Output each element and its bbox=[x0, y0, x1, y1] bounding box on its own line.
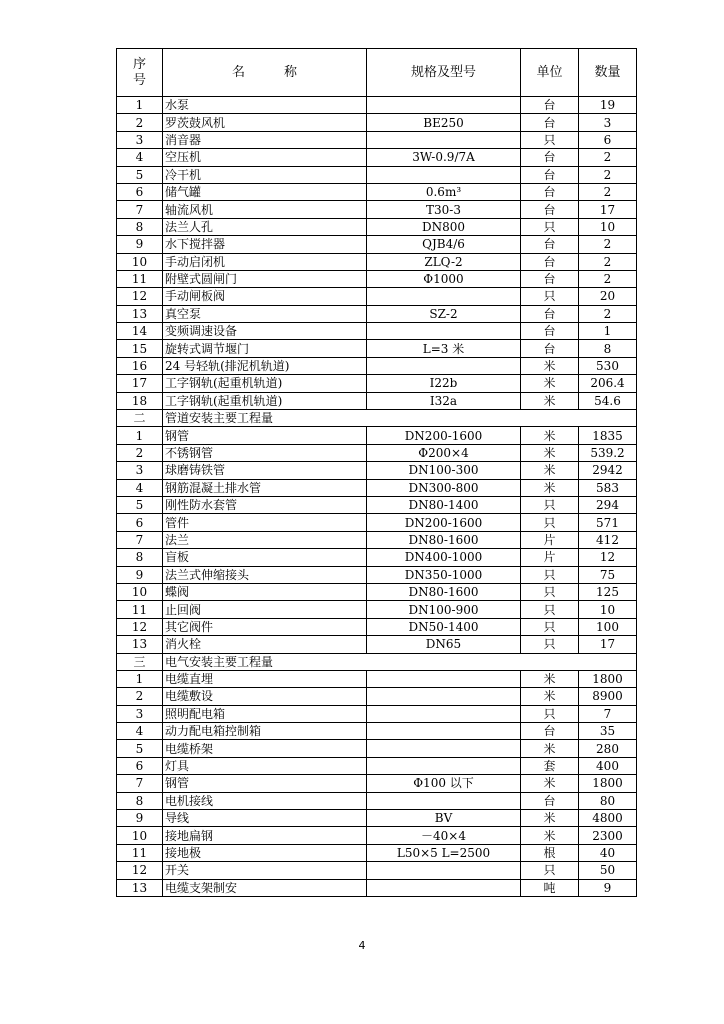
cell-spec bbox=[367, 723, 521, 740]
table-row bbox=[117, 236, 637, 253]
cell-no: 10 bbox=[117, 253, 163, 270]
table-row bbox=[117, 827, 637, 844]
cell-qty: 2 bbox=[579, 253, 637, 270]
cell-unit: 米 bbox=[521, 827, 579, 844]
cell-spec: DN300-800 bbox=[367, 479, 521, 496]
cell-qty: 2 bbox=[579, 270, 637, 287]
cell-spec: QJB4/6 bbox=[367, 236, 521, 253]
cell-no: 12 bbox=[117, 618, 163, 635]
cell-spec: DN80-1600 bbox=[367, 531, 521, 548]
cell-unit: 台 bbox=[521, 270, 579, 287]
cell-unit: 米 bbox=[521, 775, 579, 792]
cell-name: 电机接线 bbox=[163, 792, 367, 809]
cell-no: 10 bbox=[117, 583, 163, 600]
cell-spec: DN800 bbox=[367, 218, 521, 235]
cell-spec: L=3 米 bbox=[367, 340, 521, 357]
equipment-quantity-table bbox=[116, 48, 637, 897]
cell-spec: L50×5 L=2500 bbox=[367, 844, 521, 861]
header-name: 名 称 bbox=[163, 49, 367, 97]
cell-no: 12 bbox=[117, 288, 163, 305]
cell-unit: 只 bbox=[521, 131, 579, 148]
cell-spec: Φ1000 bbox=[367, 270, 521, 287]
table-row bbox=[117, 253, 637, 270]
table-row bbox=[117, 166, 637, 183]
cell-no: 14 bbox=[117, 323, 163, 340]
cell-spec: I22b bbox=[367, 375, 521, 392]
cell-unit: 只 bbox=[521, 566, 579, 583]
cell-name: 钢管 bbox=[163, 775, 367, 792]
table-row bbox=[117, 636, 637, 653]
table-row bbox=[117, 131, 637, 148]
cell-name: 法兰 bbox=[163, 531, 367, 548]
cell-name: 电缆支架制安 bbox=[163, 879, 367, 896]
cell-no: 3 bbox=[117, 462, 163, 479]
cell-unit: 只 bbox=[521, 218, 579, 235]
cell-unit: 吨 bbox=[521, 879, 579, 896]
cell-name: 工字钢轨(起重机轨道) bbox=[163, 392, 367, 409]
section-title: 电气安装主要工程量 bbox=[163, 653, 637, 670]
table-row bbox=[117, 618, 637, 635]
section-number: 三 bbox=[117, 653, 163, 670]
cell-unit: 台 bbox=[521, 305, 579, 322]
cell-spec: DN65 bbox=[367, 636, 521, 653]
cell-unit: 米 bbox=[521, 688, 579, 705]
cell-no: 5 bbox=[117, 740, 163, 757]
cell-name: 法兰式伸缩接头 bbox=[163, 566, 367, 583]
cell-no: 15 bbox=[117, 340, 163, 357]
cell-no: 13 bbox=[117, 305, 163, 322]
cell-qty: 2942 bbox=[579, 462, 637, 479]
cell-spec bbox=[367, 792, 521, 809]
cell-name: 电缆敷设 bbox=[163, 688, 367, 705]
cell-no: 5 bbox=[117, 496, 163, 513]
section-number: 二 bbox=[117, 410, 163, 427]
cell-qty: 583 bbox=[579, 479, 637, 496]
cell-no: 4 bbox=[117, 723, 163, 740]
cell-unit: 套 bbox=[521, 757, 579, 774]
cell-name: 水泵 bbox=[163, 97, 367, 114]
table-row bbox=[117, 218, 637, 235]
cell-no: 9 bbox=[117, 566, 163, 583]
cell-no: 9 bbox=[117, 236, 163, 253]
cell-name: 手动启闭机 bbox=[163, 253, 367, 270]
table-body bbox=[117, 97, 637, 897]
table-row bbox=[117, 757, 637, 774]
cell-name: 止回阀 bbox=[163, 601, 367, 618]
cell-unit: 米 bbox=[521, 357, 579, 374]
cell-spec: DN50-1400 bbox=[367, 618, 521, 635]
cell-qty: 17 bbox=[579, 636, 637, 653]
cell-unit: 台 bbox=[521, 183, 579, 200]
table-row bbox=[117, 688, 637, 705]
cell-qty: 12 bbox=[579, 549, 637, 566]
cell-no: 2 bbox=[117, 114, 163, 131]
cell-name: 灯具 bbox=[163, 757, 367, 774]
cell-qty: 54.6 bbox=[579, 392, 637, 409]
cell-unit: 片 bbox=[521, 531, 579, 548]
cell-no: 13 bbox=[117, 636, 163, 653]
cell-qty: 1835 bbox=[579, 427, 637, 444]
cell-unit: 只 bbox=[521, 618, 579, 635]
cell-unit: 台 bbox=[521, 114, 579, 131]
cell-spec: ZLQ-2 bbox=[367, 253, 521, 270]
cell-no: 7 bbox=[117, 201, 163, 218]
cell-spec bbox=[367, 166, 521, 183]
cell-no: 8 bbox=[117, 792, 163, 809]
cell-qty: 1800 bbox=[579, 670, 637, 687]
cell-qty: 539.2 bbox=[579, 444, 637, 461]
cell-no: 3 bbox=[117, 131, 163, 148]
cell-name: 蝶阀 bbox=[163, 583, 367, 600]
cell-unit: 台 bbox=[521, 201, 579, 218]
cell-no: 18 bbox=[117, 392, 163, 409]
table-row bbox=[117, 427, 637, 444]
cell-unit: 只 bbox=[521, 288, 579, 305]
table-row bbox=[117, 462, 637, 479]
cell-qty: 1800 bbox=[579, 775, 637, 792]
cell-name: 其它阀件 bbox=[163, 618, 367, 635]
cell-name: 接地扁钢 bbox=[163, 827, 367, 844]
cell-no: 4 bbox=[117, 479, 163, 496]
cell-qty: 530 bbox=[579, 357, 637, 374]
cell-unit: 米 bbox=[521, 670, 579, 687]
cell-name: 冷干机 bbox=[163, 166, 367, 183]
cell-no: 11 bbox=[117, 601, 163, 618]
cell-qty: 2 bbox=[579, 183, 637, 200]
cell-unit: 台 bbox=[521, 323, 579, 340]
cell-unit: 米 bbox=[521, 462, 579, 479]
table-row bbox=[117, 862, 637, 879]
table-row bbox=[117, 740, 637, 757]
table-row bbox=[117, 549, 637, 566]
table-row bbox=[117, 723, 637, 740]
section-title: 管道安装主要工程量 bbox=[163, 410, 637, 427]
cell-no: 10 bbox=[117, 827, 163, 844]
cell-name: 消火栓 bbox=[163, 636, 367, 653]
cell-spec: DN350-1000 bbox=[367, 566, 521, 583]
cell-name: 不锈钢管 bbox=[163, 444, 367, 461]
cell-name: 钢管 bbox=[163, 427, 367, 444]
cell-qty: 294 bbox=[579, 496, 637, 513]
cell-qty: 40 bbox=[579, 844, 637, 861]
cell-spec bbox=[367, 357, 521, 374]
cell-qty: 206.4 bbox=[579, 375, 637, 392]
cell-no: 6 bbox=[117, 183, 163, 200]
cell-spec: DN400-1000 bbox=[367, 549, 521, 566]
cell-name: 法兰人孔 bbox=[163, 218, 367, 235]
cell-name: 动力配电箱控制箱 bbox=[163, 723, 367, 740]
cell-qty: 400 bbox=[579, 757, 637, 774]
header-spec: 规格及型号 bbox=[367, 49, 521, 97]
cell-no: 2 bbox=[117, 688, 163, 705]
cell-spec bbox=[367, 670, 521, 687]
cell-no: 8 bbox=[117, 549, 163, 566]
cell-unit: 台 bbox=[521, 236, 579, 253]
cell-no: 5 bbox=[117, 166, 163, 183]
cell-name: 照明配电箱 bbox=[163, 705, 367, 722]
cell-unit: 米 bbox=[521, 479, 579, 496]
cell-unit: 台 bbox=[521, 253, 579, 270]
cell-spec: DN100-300 bbox=[367, 462, 521, 479]
table-row bbox=[117, 340, 637, 357]
table-row bbox=[117, 201, 637, 218]
table-row bbox=[117, 792, 637, 809]
cell-unit: 只 bbox=[521, 583, 579, 600]
cell-qty: 2 bbox=[579, 149, 637, 166]
cell-spec: Φ100 以下 bbox=[367, 775, 521, 792]
cell-name: 工字钢轨(起重机轨道) bbox=[163, 375, 367, 392]
cell-unit: 米 bbox=[521, 375, 579, 392]
cell-spec: SZ-2 bbox=[367, 305, 521, 322]
cell-unit: 只 bbox=[521, 862, 579, 879]
cell-name: 变频调速设备 bbox=[163, 323, 367, 340]
cell-no: 8 bbox=[117, 218, 163, 235]
cell-no: 1 bbox=[117, 670, 163, 687]
cell-qty: 2 bbox=[579, 166, 637, 183]
cell-no: 11 bbox=[117, 844, 163, 861]
cell-qty: 50 bbox=[579, 862, 637, 879]
cell-qty: 80 bbox=[579, 792, 637, 809]
cell-name: 电缆桥架 bbox=[163, 740, 367, 757]
cell-no: 1 bbox=[117, 97, 163, 114]
cell-unit: 只 bbox=[521, 705, 579, 722]
cell-no: 16 bbox=[117, 357, 163, 374]
cell-unit: 台 bbox=[521, 792, 579, 809]
cell-qty: 75 bbox=[579, 566, 637, 583]
table-row bbox=[117, 514, 637, 531]
cell-spec bbox=[367, 705, 521, 722]
cell-qty: 6 bbox=[579, 131, 637, 148]
table-row bbox=[117, 114, 637, 131]
cell-spec bbox=[367, 688, 521, 705]
cell-spec: I32a bbox=[367, 392, 521, 409]
cell-name: 罗茨鼓风机 bbox=[163, 114, 367, 131]
table-row bbox=[117, 531, 637, 548]
cell-unit: 米 bbox=[521, 392, 579, 409]
cell-spec bbox=[367, 862, 521, 879]
cell-spec bbox=[367, 740, 521, 757]
table-row bbox=[117, 305, 637, 322]
cell-no: 4 bbox=[117, 149, 163, 166]
cell-no: 2 bbox=[117, 444, 163, 461]
cell-no: 17 bbox=[117, 375, 163, 392]
table-row bbox=[117, 183, 637, 200]
cell-spec bbox=[367, 757, 521, 774]
cell-qty: 125 bbox=[579, 583, 637, 600]
cell-qty: 35 bbox=[579, 723, 637, 740]
cell-unit: 台 bbox=[521, 166, 579, 183]
header-unit: 单位 bbox=[521, 49, 579, 97]
cell-qty: 2300 bbox=[579, 827, 637, 844]
section-header-row bbox=[117, 653, 637, 670]
cell-name: 旋转式调节堰门 bbox=[163, 340, 367, 357]
cell-spec: －40×4 bbox=[367, 827, 521, 844]
table-row bbox=[117, 375, 637, 392]
cell-unit: 米 bbox=[521, 427, 579, 444]
cell-qty: 412 bbox=[579, 531, 637, 548]
table-header-row bbox=[117, 49, 637, 97]
cell-qty: 8900 bbox=[579, 688, 637, 705]
cell-qty: 2 bbox=[579, 236, 637, 253]
cell-spec bbox=[367, 97, 521, 114]
cell-no: 3 bbox=[117, 705, 163, 722]
cell-spec bbox=[367, 879, 521, 896]
cell-unit: 台 bbox=[521, 149, 579, 166]
cell-name: 手动闸板阀 bbox=[163, 288, 367, 305]
cell-qty: 571 bbox=[579, 514, 637, 531]
cell-name: 轴流风机 bbox=[163, 201, 367, 218]
cell-no: 7 bbox=[117, 531, 163, 548]
cell-name: 导线 bbox=[163, 810, 367, 827]
cell-unit: 根 bbox=[521, 844, 579, 861]
table-row bbox=[117, 288, 637, 305]
cell-name: 盲板 bbox=[163, 549, 367, 566]
cell-spec: T30-3 bbox=[367, 201, 521, 218]
cell-name: 钢筋混凝土排水管 bbox=[163, 479, 367, 496]
header-no-line1: 序 bbox=[132, 56, 146, 72]
table-row bbox=[117, 566, 637, 583]
cell-spec: BE250 bbox=[367, 114, 521, 131]
section-header-row bbox=[117, 410, 637, 427]
cell-spec: 3W-0.9/7A bbox=[367, 149, 521, 166]
cell-spec: DN80-1400 bbox=[367, 496, 521, 513]
header-qty: 数量 bbox=[579, 49, 637, 97]
table-row bbox=[117, 879, 637, 896]
cell-unit: 米 bbox=[521, 810, 579, 827]
cell-name: 水下搅拌器 bbox=[163, 236, 367, 253]
table-row bbox=[117, 97, 637, 114]
table-row bbox=[117, 705, 637, 722]
table-row bbox=[117, 775, 637, 792]
cell-unit: 米 bbox=[521, 740, 579, 757]
cell-name: 刚性防水套管 bbox=[163, 496, 367, 513]
header-no-line2: 号 bbox=[132, 72, 146, 88]
cell-name: 开关 bbox=[163, 862, 367, 879]
cell-qty: 10 bbox=[579, 601, 637, 618]
cell-spec bbox=[367, 323, 521, 340]
header-no bbox=[117, 49, 163, 97]
cell-spec: DN200-1600 bbox=[367, 427, 521, 444]
table-row bbox=[117, 601, 637, 618]
cell-qty: 7 bbox=[579, 705, 637, 722]
cell-unit: 片 bbox=[521, 549, 579, 566]
cell-name: 接地极 bbox=[163, 844, 367, 861]
table-row bbox=[117, 479, 637, 496]
table-row bbox=[117, 496, 637, 513]
cell-name: 真空泵 bbox=[163, 305, 367, 322]
cell-unit: 只 bbox=[521, 636, 579, 653]
cell-unit: 台 bbox=[521, 97, 579, 114]
table-row bbox=[117, 583, 637, 600]
cell-no: 12 bbox=[117, 862, 163, 879]
cell-qty: 9 bbox=[579, 879, 637, 896]
cell-qty: 4800 bbox=[579, 810, 637, 827]
cell-unit: 只 bbox=[521, 514, 579, 531]
cell-name: 附壁式圆闸门 bbox=[163, 270, 367, 287]
cell-unit: 只 bbox=[521, 496, 579, 513]
table-row bbox=[117, 844, 637, 861]
cell-qty: 19 bbox=[579, 97, 637, 114]
table-row bbox=[117, 444, 637, 461]
cell-qty: 20 bbox=[579, 288, 637, 305]
cell-spec: BV bbox=[367, 810, 521, 827]
cell-spec: Φ200×4 bbox=[367, 444, 521, 461]
cell-name: 管件 bbox=[163, 514, 367, 531]
cell-no: 9 bbox=[117, 810, 163, 827]
cell-no: 7 bbox=[117, 775, 163, 792]
cell-qty: 3 bbox=[579, 114, 637, 131]
cell-no: 13 bbox=[117, 879, 163, 896]
cell-spec: 0.6m³ bbox=[367, 183, 521, 200]
cell-name: 储气罐 bbox=[163, 183, 367, 200]
cell-unit: 只 bbox=[521, 601, 579, 618]
cell-name: 24 号轻轨(排泥机轨道) bbox=[163, 357, 367, 374]
table-row bbox=[117, 392, 637, 409]
table-row bbox=[117, 149, 637, 166]
cell-unit: 米 bbox=[521, 444, 579, 461]
cell-spec bbox=[367, 288, 521, 305]
cell-no: 1 bbox=[117, 427, 163, 444]
cell-qty: 280 bbox=[579, 740, 637, 757]
table-row bbox=[117, 670, 637, 687]
cell-spec: DN200-1600 bbox=[367, 514, 521, 531]
cell-qty: 10 bbox=[579, 218, 637, 235]
table-row bbox=[117, 810, 637, 827]
cell-unit: 台 bbox=[521, 340, 579, 357]
cell-no: 11 bbox=[117, 270, 163, 287]
table-row bbox=[117, 357, 637, 374]
cell-spec: DN80-1600 bbox=[367, 583, 521, 600]
cell-qty: 8 bbox=[579, 340, 637, 357]
cell-qty: 2 bbox=[579, 305, 637, 322]
cell-name: 空压机 bbox=[163, 149, 367, 166]
cell-spec: DN100-900 bbox=[367, 601, 521, 618]
cell-name: 球磨铸铁管 bbox=[163, 462, 367, 479]
table-row bbox=[117, 270, 637, 287]
cell-qty: 100 bbox=[579, 618, 637, 635]
cell-no: 6 bbox=[117, 757, 163, 774]
cell-no: 6 bbox=[117, 514, 163, 531]
cell-qty: 17 bbox=[579, 201, 637, 218]
cell-qty: 1 bbox=[579, 323, 637, 340]
cell-unit: 台 bbox=[521, 723, 579, 740]
cell-name: 电缆直埋 bbox=[163, 670, 367, 687]
cell-name: 消音器 bbox=[163, 131, 367, 148]
page-number: 4 bbox=[358, 939, 366, 952]
cell-spec bbox=[367, 131, 521, 148]
table-row bbox=[117, 323, 637, 340]
